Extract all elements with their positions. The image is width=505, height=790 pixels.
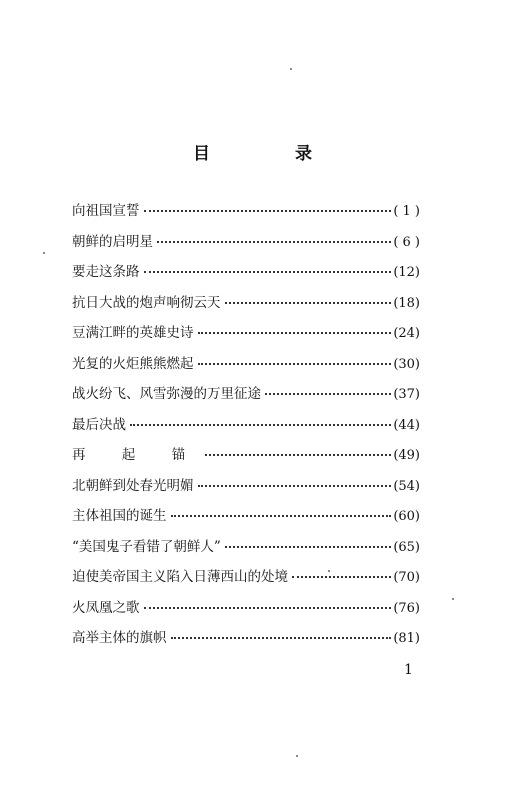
toc-entry-page: (65)	[393, 539, 420, 555]
toc-entry[interactable]	[72, 293, 420, 324]
toc-entry-page: (70)	[393, 570, 420, 585]
toc-entry-title: 战火纷飞、风雪弥漫的万里征途	[72, 386, 261, 402]
scan-speck	[328, 570, 330, 572]
dot-leader	[144, 210, 392, 212]
toc-entry[interactable]	[72, 262, 420, 293]
toc-entry[interactable]	[72, 354, 420, 385]
toc-entry-page: (18)	[393, 295, 420, 311]
toc-entry[interactable]	[72, 415, 420, 446]
toc-entry-title: 火凤凰之歌	[72, 599, 140, 616]
toc-entry-title: “美国鬼子看错了朝鲜人”	[72, 538, 221, 555]
scan-speck	[452, 598, 454, 600]
scan-speck	[43, 252, 45, 254]
toc-entry-title: 豆满江畔的英雄史诗	[72, 325, 194, 341]
toc-entry-title: 高举主体的旗帜	[72, 630, 167, 646]
toc-entry-page: (24)	[393, 326, 420, 341]
dot-leader	[171, 637, 392, 639]
toc-entry-page: (30)	[393, 356, 420, 372]
dot-leader	[265, 393, 391, 395]
toc-entry-page: (37)	[393, 387, 420, 402]
toc-entry-title: 北朝鲜到处春光明媚	[72, 477, 194, 494]
toc-entry-title: 光复的火炬熊熊燃起	[72, 355, 194, 372]
toc-entry[interactable]	[72, 445, 420, 476]
toc-entry-title: 迫使美帝国主义陷入日薄西山的处境	[72, 569, 288, 585]
dot-leader	[171, 515, 392, 517]
scan-speck	[290, 68, 292, 70]
toc-entry[interactable]	[72, 598, 420, 629]
toc-entry[interactable]	[72, 476, 420, 507]
toc-entry[interactable]	[72, 506, 420, 537]
toc-entry-page: (12)	[393, 265, 420, 280]
toc-entry[interactable]	[72, 232, 420, 263]
dot-leader	[205, 454, 391, 456]
dot-leader	[292, 576, 391, 578]
dot-leader	[198, 332, 392, 334]
dot-leader	[225, 546, 392, 548]
toc-entry-page: (60)	[393, 509, 420, 524]
dot-leader	[198, 363, 392, 365]
toc-entry[interactable]	[72, 201, 420, 232]
dot-leader	[144, 271, 392, 273]
toc-entry-title: 再 起 锚	[72, 447, 202, 463]
toc-entry[interactable]	[72, 384, 420, 415]
toc-entry-title: 最后决战	[72, 416, 126, 433]
dot-leader	[198, 485, 392, 487]
toc-entry-page: (76)	[393, 600, 420, 616]
toc-entry-title: 向祖国宣誓	[72, 203, 140, 219]
toc-entry-title: 朝鲜的启明星	[72, 233, 153, 250]
toc-entry[interactable]	[72, 323, 420, 354]
toc-entry-page: (54)	[393, 478, 420, 494]
dot-leader	[225, 302, 392, 304]
toc-entry-title: 主体祖国的诞生	[72, 508, 167, 524]
toc-entry-page: (81)	[393, 631, 420, 646]
toc-entry-title: 要走这条路	[72, 264, 140, 280]
toc-entry-page: ( 6 )	[393, 234, 420, 250]
toc-entry[interactable]	[72, 537, 420, 568]
dot-leader	[144, 607, 392, 609]
toc-title: 目 录	[193, 144, 346, 164]
dot-leader	[130, 424, 391, 426]
dot-leader	[157, 241, 391, 243]
toc-entry-title: 抗日大战的炮声响彻云天	[72, 294, 221, 311]
scan-speck	[296, 755, 298, 757]
toc-entry-page: (44)	[393, 417, 420, 433]
toc-entry-page: (49)	[393, 448, 420, 463]
toc-entry[interactable]	[72, 567, 420, 598]
page-number: 1	[404, 662, 413, 678]
toc-entry-page: ( 1 )	[393, 204, 420, 219]
table-of-contents	[72, 201, 420, 659]
toc-entry[interactable]	[72, 628, 420, 659]
